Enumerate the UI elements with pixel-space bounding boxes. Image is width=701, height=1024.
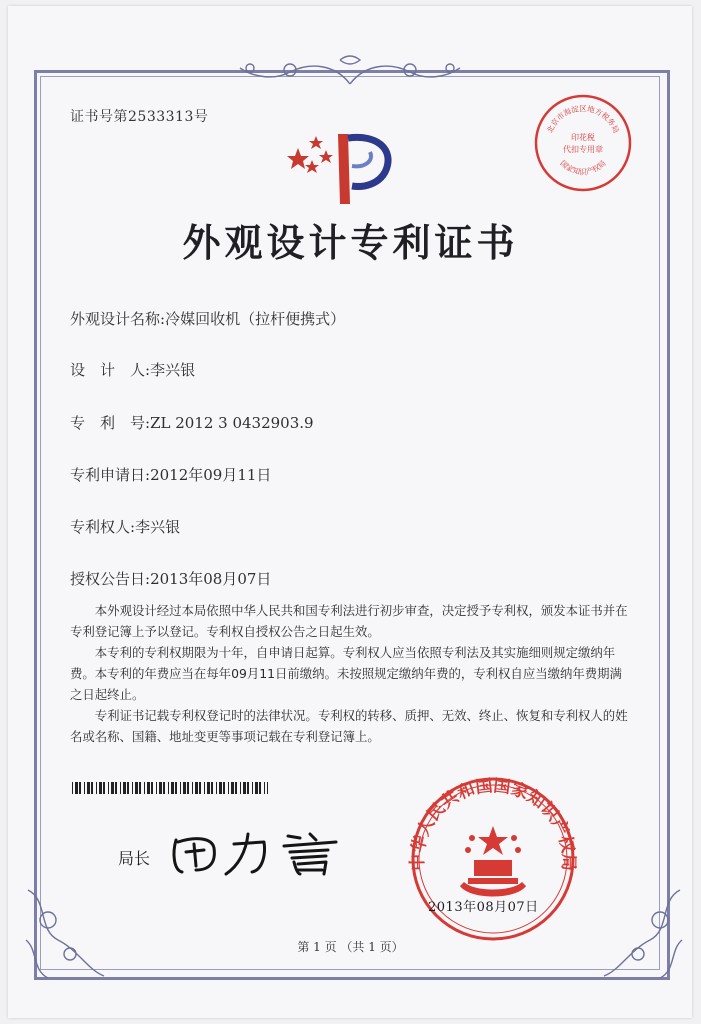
certificate-body: [70, 600, 630, 747]
svg-text:中华人民共和国国家知识产权局: 中华人民共和国国家知识产权局: [408, 776, 578, 871]
grant-date-row: [70, 568, 271, 589]
filing-date-row: [70, 464, 271, 485]
page-title: 外观设计专利证书: [182, 221, 519, 265]
designer-value: 李兴银: [150, 361, 196, 379]
official-seal-icon: [408, 774, 578, 944]
corner-ornament-icon: [18, 880, 108, 984]
seal-date: 2013年08月07日: [428, 900, 539, 915]
patentee-row: [70, 516, 180, 537]
body-paragraph: 本外观设计经过本局依照中华人民共和国专利法进行初步审查，决定授予专利权，颁发本证书并在专利登记簿上予以登记。专利权自授权公告之日起生效。: [70, 603, 628, 639]
body-paragraph: 专利证书记载专利权登记时的法律状况。专利权的转移、质押、无效、终止、恢复和专利权人的姓名或名称、国籍、地址变更等事项记载在专利登记簿上。: [70, 708, 628, 744]
svg-text:代扣专用章: 代扣专用章: [563, 145, 603, 154]
tax-stamp-icon: [532, 92, 634, 194]
filing-date-value: 2012年09月11日: [150, 466, 272, 484]
director-label: 局长: [118, 849, 151, 868]
patent-number-value: ZL 2012 3 0432903.9: [150, 414, 314, 432]
corner-ornament-icon: [600, 880, 690, 984]
page-number: 第 1 页 （共 1 页）: [297, 940, 404, 954]
svg-text:北京市海淀区地方税务局: 北京市海淀区地方税务局: [545, 104, 621, 135]
patent-number-label: 专 利 号:: [70, 414, 151, 432]
patentee-label: 专利权人:: [70, 518, 136, 536]
design-name-row: [70, 308, 345, 329]
design-name-label: 外观设计名称:: [70, 310, 166, 328]
svg-text:印花税: 印花税: [571, 133, 595, 142]
designer-row: [70, 359, 195, 380]
grant-date-label: 授权公告日:: [70, 570, 151, 588]
patent-number-row: [70, 412, 314, 433]
svg-text:国家知识产权局: 国家知识产权局: [558, 158, 608, 177]
barcode-icon: [72, 782, 268, 794]
designer-label: 设 计 人:: [70, 361, 151, 379]
cnipa-logo-icon: [282, 130, 402, 206]
grant-date-value: 2013年08月07日: [150, 570, 272, 588]
body-paragraph: 本专利的专利权期限为十年，自申请日起算。专利权人应当依照专利法及其实施细则规定缴纳年费。本专利的年费应当在每年09月11日前缴纳。未按照规定缴纳年费的，专利权自应当缴纳年费期满之日起终止。: [70, 645, 622, 702]
director-signature-icon: [168, 826, 358, 882]
design-name-value: 冷媒回收机（拉杆便携式）: [165, 310, 346, 328]
certificate-number: 证书号第2533313号: [70, 109, 209, 125]
top-ornament-icon: [230, 54, 470, 88]
patentee-value: 李兴银: [135, 518, 181, 536]
filing-date-label: 专利申请日:: [70, 466, 151, 484]
